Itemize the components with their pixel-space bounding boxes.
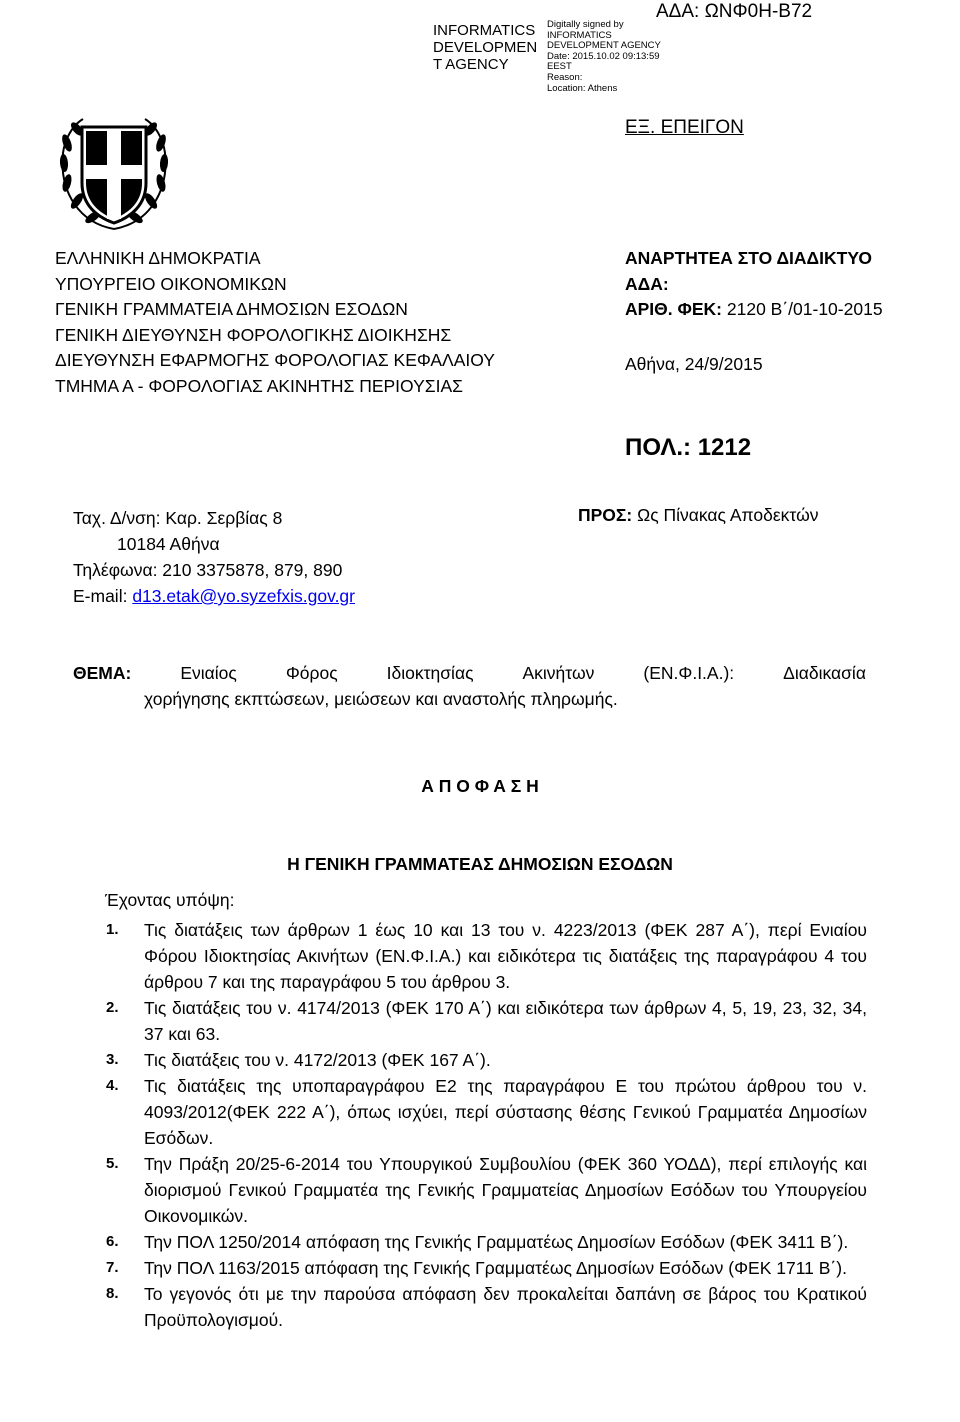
subject-continuation: χορήγησης εκπτώσεων, μειώσεων και αναστολής πληρωμής. xyxy=(144,689,618,709)
list-item-number: 1. xyxy=(106,921,119,938)
signer-line: INFORMATICS xyxy=(433,22,536,39)
list-item-number: 2. xyxy=(106,999,119,1016)
org-line: ΤΜΗΜΑ Α - ΦΟΡΟΛΟΓΙΑΣ ΑΚΙΝΗΤΗΣ ΠΕΡΙΟΥΣΙΑΣ xyxy=(55,375,463,396)
posting-ada-label: ΑΔΑ: xyxy=(625,273,669,294)
list-item-number: 4. xyxy=(106,1077,119,1094)
signature-detail-line: Date: 2015.10.02 09:13:59 xyxy=(547,50,660,62)
list-item-text: Το γεγονός ότι με την παρούσα απόφαση δεν προκαλείται δαπάνη σε βάρος του Κρατικού Προϋπολογισμού. xyxy=(144,1284,867,1330)
signature-detail-line: Reason: xyxy=(547,71,583,83)
list-item-text: Τις διατάξεις της υποπαραγράφου Ε2 της παραγράφου Ε του πρώτου άρθρου του ν. 4093/2012(ΦΕΚ 222 Α΄), όπως ισχύει, περί σύστασης θέσης Γενικού Γραμματέα Δημοσίων Εσόδων. xyxy=(144,1076,867,1148)
list-item-text: Τις διατάξεις του ν. 4172/2013 (ΦΕΚ 167 Α΄). xyxy=(144,1050,491,1070)
signer-line: T AGENCY xyxy=(433,56,509,73)
list-item-number: 6. xyxy=(106,1233,119,1250)
signature-detail-line: INFORMATICS xyxy=(547,29,612,41)
document-date: Αθήνα, 24/9/2015 xyxy=(625,354,763,374)
list-item-text: Τις διατάξεις του ν. 4174/2013 (ΦΕΚ 170 Α΄) και ειδικότερα των άρθρων 4, 5, 19, 23, 32, 34, 37 και 63. xyxy=(144,998,867,1044)
posting-line: ΑΝΑΡΤΗΤΕΑ ΣΤΟ ΔΙΑΔΙΚΤΥΟ xyxy=(625,248,872,268)
contact-city: 10184 Αθήνα xyxy=(117,534,220,554)
contact-address: Ταχ. Δ/νση: Καρ. Σερβίας 8 xyxy=(73,508,283,528)
email-link[interactable]: d13.etak@yo.syzefxis.gov.gr xyxy=(132,586,355,606)
list-item xyxy=(105,1151,867,1229)
subject-word: Ενιαίος xyxy=(180,663,237,683)
fek-value: 2120 Β΄/01-10-2015 xyxy=(722,299,883,319)
signer-line: DEVELOPMEN xyxy=(433,39,538,56)
signature-detail-line: EEST xyxy=(547,61,572,73)
list-item xyxy=(105,1281,867,1333)
contact-block xyxy=(73,505,355,609)
list-item-text: Τις διατάξεις των άρθρων 1 έως 10 και 13 του ν. 4223/2013 (ΦΕΚ 287 Α΄), περί Ενιαίου Φόρου Ιδιοκτησίας Ακινήτων (ΕΝ.Φ.Ι.Α.) και ειδικότερα τις διατάξεις της παραγράφου 4 του άρθρου 7 και της παραγράφου 5 του άρθρου 3. xyxy=(144,920,867,992)
signature-signer xyxy=(433,22,543,73)
email-label: E-mail: xyxy=(73,586,133,606)
list-item-text: Την ΠΟΛ 1163/2015 απόφαση της Γενικής Γραμματέως Δημοσίων Εσόδων (ΦΕΚ 1711 Β΄). xyxy=(144,1258,847,1278)
signature-detail-line: DEVELOPMENT AGENCY xyxy=(547,40,661,52)
list-item-number: 3. xyxy=(106,1051,119,1068)
pol-number: ΠΟΛ.: 1212 xyxy=(625,434,752,461)
list-item xyxy=(105,1229,867,1255)
org-line: ΓΕΝΙΚΗ ΓΡΑΜΜΑΤΕΙΑ ΔΗΜΟΣΙΩΝ ΕΣΟΔΩΝ xyxy=(55,299,408,319)
contact-phones: Τηλέφωνα: 210 3375878, 879, 890 xyxy=(73,560,343,580)
considerations-list xyxy=(105,917,867,1333)
subject-word: Ακινήτων xyxy=(522,663,595,683)
signature-detail-line: Location: Athens xyxy=(547,82,618,94)
list-item xyxy=(105,1073,867,1151)
greek-coat-of-arms-icon xyxy=(55,113,173,235)
org-line: ΓΕΝΙΚΗ ΔΙΕΥΘΥΝΣΗ ΦΟΡΟΛΟΓΙΚΗΣ ΔΙΟΙΚΗΣΗΣ xyxy=(55,324,452,345)
subject-word: (ΕΝ.Φ.Ι.Α.): xyxy=(643,663,735,683)
list-item-text: Την ΠΟΛ 1250/2014 απόφαση της Γενικής Γραμματέως Δημοσίων Εσόδων (ΦΕΚ 3411 Β΄). xyxy=(144,1232,849,1252)
org-line: ΔΙΕΥΘΥΝΣΗ ΕΦΑΡΜΟΓΗΣ ΦΟΡΟΛΟΓΙΑΣ ΚΕΦΑΛΑΙΟΥ xyxy=(55,350,495,370)
recipient-label: ΠΡΟΣ: xyxy=(578,505,633,525)
subject-word: Φόρος xyxy=(285,663,338,683)
subject-word: Διαδικασία xyxy=(783,663,866,683)
list-item xyxy=(105,1255,867,1281)
list-item-number: 8. xyxy=(106,1285,119,1302)
list-item xyxy=(105,1047,867,1073)
recipient xyxy=(578,505,819,526)
list-item xyxy=(105,995,867,1047)
signature-details xyxy=(547,20,667,94)
subject-word: Ιδιοκτησίας xyxy=(386,663,474,683)
list-item-number: 5. xyxy=(106,1155,119,1172)
urgency-label: ΕΞ. ΕΠΕΙΓΟΝ xyxy=(625,117,744,138)
recipient-value: Ως Πίνακας Αποδεκτών xyxy=(632,505,819,525)
fek-label: ΑΡΙΘ. ΦΕΚ: xyxy=(625,299,723,319)
subject xyxy=(73,660,866,712)
list-item-text: Την Πράξη 20/25-6-2014 του Υπουργικού Συμβουλίου (ΦΕΚ 360 ΥΟΔΔ), περί επιλογής και διορισμού Γενικού Γραμματέα της Γενικής Γραμματείας Δημοσίων Εσόδων του Υπουργείου Οικονομικών. xyxy=(144,1154,867,1226)
org-line: ΥΠΟΥΡΓΕΙΟ ΟΙΚΟΝΟΜΙΚΩΝ xyxy=(55,273,287,294)
signature-detail-line: Digitally signed by xyxy=(547,19,624,30)
decision-title: Α Π Ο Φ Α Σ Η xyxy=(421,776,539,796)
ada-code: ΑΔΑ: ΩΝΦ0Η-Β72 xyxy=(656,1,813,22)
organization-header xyxy=(55,246,495,399)
posting-info xyxy=(625,246,883,323)
org-line: ΕΛΛΗΝΙΚΗ ΔΗΜΟΚΡΑΤΙΑ xyxy=(55,248,261,268)
list-item-number: 7. xyxy=(106,1259,119,1276)
list-item xyxy=(105,917,867,995)
issuer-title: Η ΓΕΝΙΚΗ ΓΡΑΜΜΑΤΕΑΣ ΔΗΜΟΣΙΩΝ ΕΣΟΔΩΝ xyxy=(287,854,673,874)
considering-label: Έχοντας υπόψη: xyxy=(105,890,235,910)
subject-label: ΘΕΜΑ: xyxy=(73,663,132,683)
